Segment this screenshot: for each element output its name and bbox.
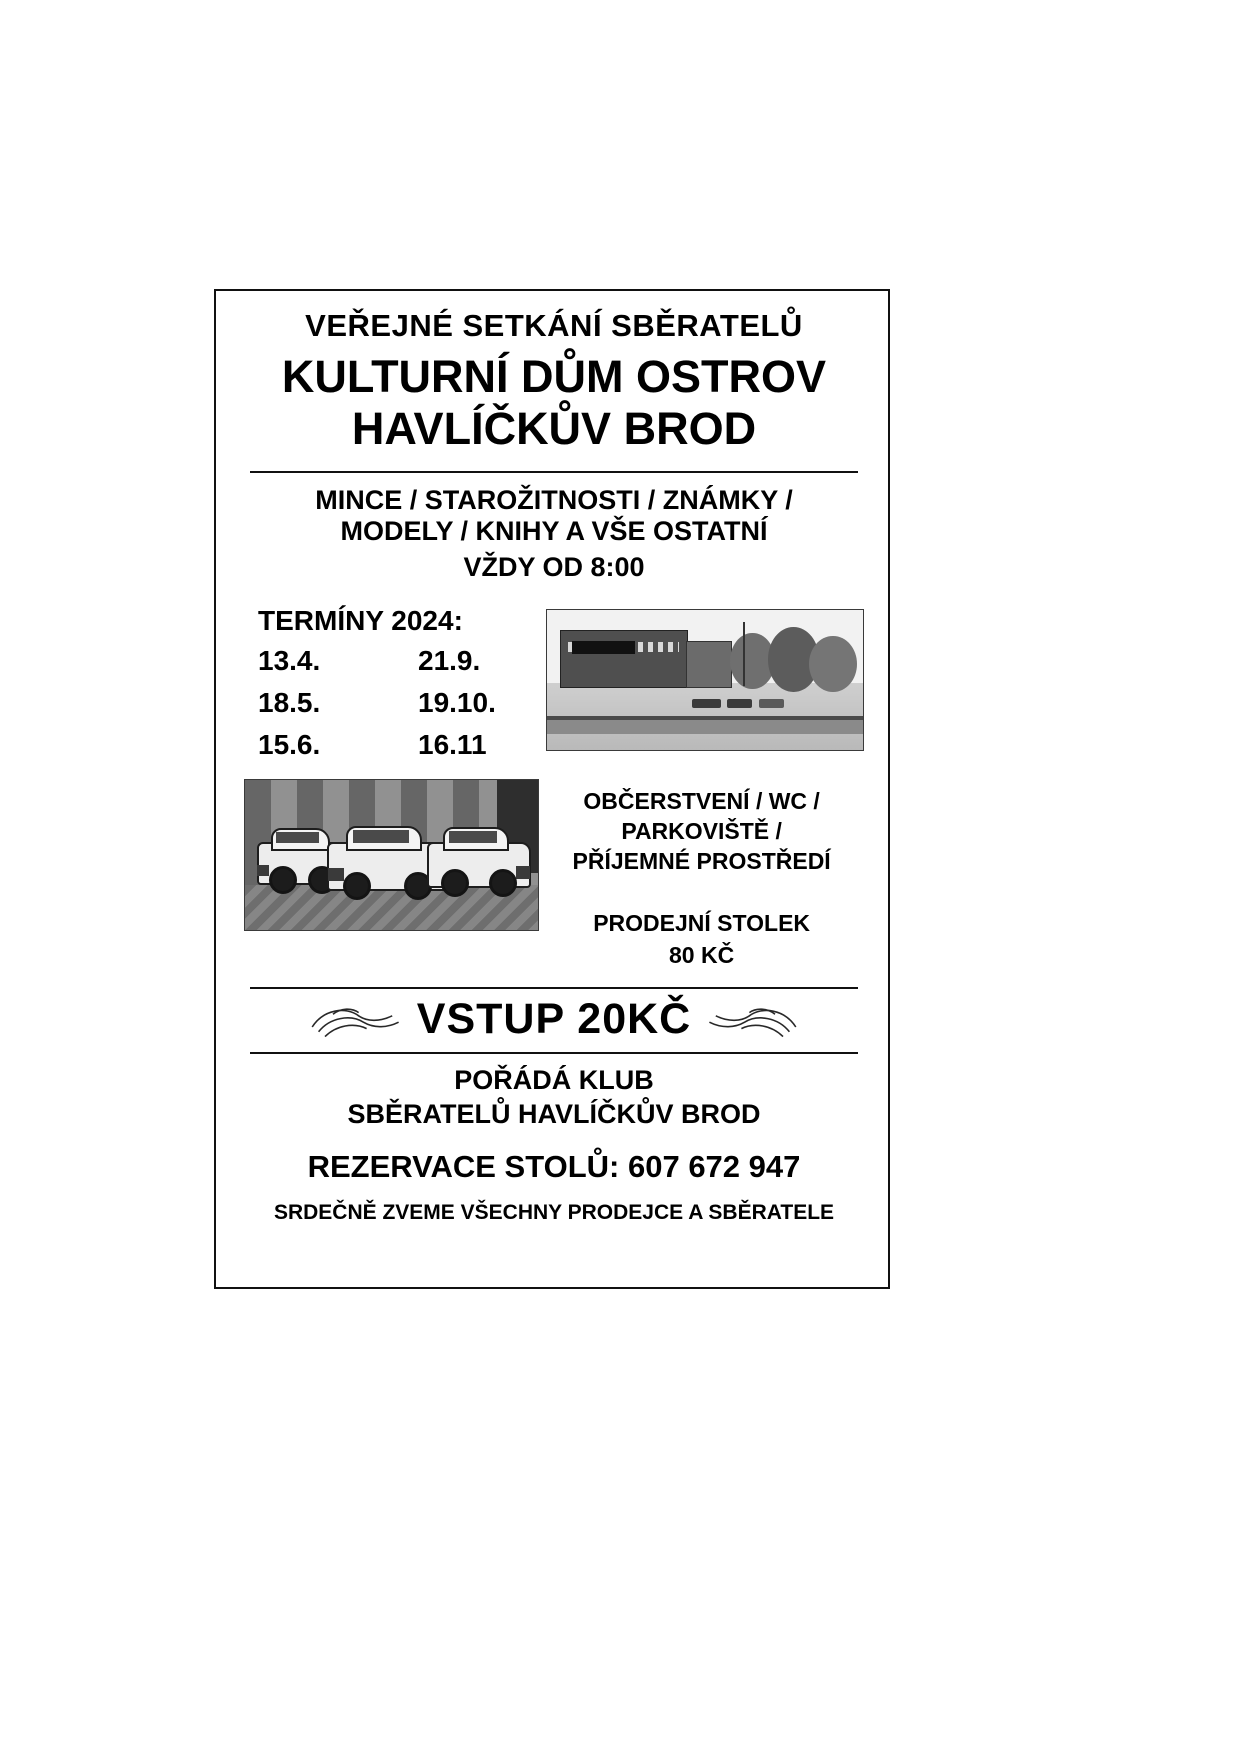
photo-car-grille xyxy=(516,866,530,879)
photo-car-wheel xyxy=(489,869,517,897)
cars-and-services xyxy=(244,779,864,970)
veteran-cars-photo xyxy=(244,779,539,931)
photo-parked-car xyxy=(692,699,720,709)
date-cell: 15.6. xyxy=(258,729,321,761)
poster-title-line-2: HAVLÍČKŮV BROD xyxy=(351,403,757,455)
entry-fee-row xyxy=(244,989,864,1052)
photo-building-wing xyxy=(686,641,732,688)
photo-parked-car xyxy=(727,699,752,709)
services-line-1: OBČERSTVENÍ / WC / xyxy=(583,788,820,815)
photo-car-window xyxy=(449,831,497,843)
photo-car-window xyxy=(276,832,318,843)
flourish-right-icon xyxy=(703,995,799,1043)
dates-block xyxy=(244,605,496,761)
table-fee-line-1: PRODEJNÍ STOLEK xyxy=(593,910,811,937)
date-cell: 21.9. xyxy=(418,645,481,677)
divider-top xyxy=(250,471,858,473)
entry-fee: VSTUP 20KČ xyxy=(416,994,692,1043)
photo-tree xyxy=(809,636,856,692)
categories-line-2: MODELY / KNIHY A VŠE OSTATNÍ xyxy=(340,515,768,546)
flourish-left-icon xyxy=(309,995,405,1043)
organizer-line-1: POŘÁDÁ KLUB xyxy=(454,1064,654,1095)
categories xyxy=(244,485,864,547)
photo-curb xyxy=(547,716,863,720)
date-cell: 18.5. xyxy=(258,687,321,719)
photo-road xyxy=(547,720,863,734)
date-cell: 16.11 xyxy=(418,729,487,761)
services-line-3: PŘÍJEMNÉ PROSTŘEDÍ xyxy=(572,848,831,875)
services-block xyxy=(539,779,864,970)
photo-lamp-post xyxy=(743,622,745,686)
divider-below-entry xyxy=(250,1052,858,1054)
photo-building-block xyxy=(560,630,688,688)
photo-car xyxy=(427,842,531,888)
services-line-2: PARKOVIŠTĚ / xyxy=(621,818,782,845)
organizer-line-2: SBĚRATELŮ HAVLÍČKŮV BROD xyxy=(347,1099,761,1130)
date-cell: 13.4. xyxy=(258,645,321,677)
poster-title-line-1: KULTURNÍ DŮM OSTROV xyxy=(281,351,827,403)
photo-car-grille xyxy=(257,865,269,877)
welcome-note: SRDEČNĚ ZVEME VŠECHNY PRODEJCE A SBĚRATELE xyxy=(273,1200,835,1224)
table-fee-line-2: 80 KČ xyxy=(669,941,735,968)
poster xyxy=(214,289,890,1289)
date-cell: 19.10. xyxy=(418,687,496,719)
reservation-phone[interactable]: REZERVACE STOLŮ: 607 672 947 xyxy=(307,1148,801,1184)
photo-car-grille xyxy=(328,868,344,882)
photo-building-sign xyxy=(572,641,635,654)
entry-fee-band xyxy=(244,987,864,1054)
dates-title: TERMÍNY 2024: xyxy=(258,605,463,637)
dates-and-building-photo xyxy=(244,605,864,761)
opening-time: VŽDY OD 8:00 xyxy=(463,552,645,583)
poster-subtitle: VEŘEJNÉ SETKÁNÍ SBĚRATELŮ xyxy=(305,308,803,343)
categories-line-1: MINCE / STAROŽITNOSTI / ZNÁMKY / xyxy=(315,484,793,515)
dates-grid xyxy=(258,645,496,761)
venue-photo xyxy=(546,609,864,751)
poster-content xyxy=(244,309,864,1277)
photo-car-window xyxy=(353,830,409,843)
photo-car-wheel xyxy=(441,869,469,897)
photo-parked-car xyxy=(759,699,784,709)
